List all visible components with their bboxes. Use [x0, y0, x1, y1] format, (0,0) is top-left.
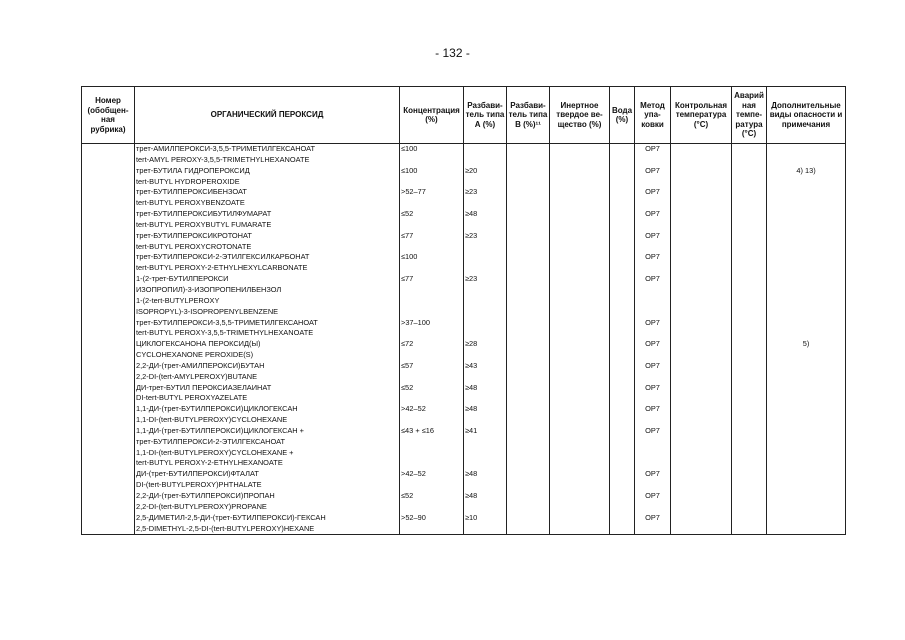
method-cell: OP7 [635, 187, 671, 209]
emergency-temp-cell [732, 469, 767, 491]
inert-solid-cell [550, 426, 610, 469]
table-row [82, 339, 846, 361]
control-temp-cell [671, 404, 732, 426]
method-cell: OP7 [635, 404, 671, 426]
diluent-a-cell: ≥23 [464, 274, 507, 317]
emergency-temp-cell [732, 209, 767, 231]
inert-solid-cell [550, 274, 610, 317]
table-row [82, 361, 846, 383]
peroxide-name-line: 2,2-DI-(tert-AMYLPEROXY)BUTANE [136, 371, 258, 381]
control-temp-cell [671, 513, 732, 535]
emergency-temp-cell [732, 513, 767, 535]
method-cell: OP7 [635, 144, 671, 166]
diluent-a-cell: ≥23 [464, 231, 507, 253]
notes-cell [767, 404, 846, 426]
notes-cell [767, 144, 846, 166]
header-number: Номер (обобщен-ная рубрика) [82, 87, 135, 144]
peroxide-name-cell [135, 144, 400, 166]
peroxide-name-cell [135, 252, 400, 274]
control-temp-cell [671, 187, 732, 209]
header-diluent-a: Разбави-тель типа А (%) [464, 87, 507, 144]
peroxide-name-line: 1-(2-tert-BUTYLPEROXY [136, 295, 220, 305]
water-cell [610, 187, 635, 209]
diluent-a-cell: ≥48 [464, 383, 507, 405]
diluent-b-cell [507, 361, 550, 383]
peroxide-name-line: 1-(2-трет-БУТИЛПЕРОКСИ [136, 274, 229, 284]
inert-solid-cell [550, 231, 610, 253]
peroxide-name-line: 1,1-DI-(tert-BUTYLPEROXY)CYCLOHEXANE + [136, 447, 294, 457]
method-cell: OP7 [635, 491, 671, 513]
peroxide-name-line: CYCLOHEXANONE PEROXIDE(S) [136, 350, 254, 360]
peroxide-name-line: DI-tert-BUTYL PEROXYAZELATE [136, 393, 248, 403]
water-cell [610, 383, 635, 405]
emergency-temp-cell [732, 339, 767, 361]
header-inert-solid: Инертное твердое ве-щество (%) [550, 87, 610, 144]
peroxide-name-line: трет-БУТИЛПЕРОКСИ-2-ЭТИЛГЕКСИЛКАРБОНАТ [136, 252, 310, 262]
control-temp-cell [671, 491, 732, 513]
number-cell [82, 252, 135, 274]
peroxide-name-line: tert-BUTYL PEROXY-2-ETHYLHEXYLCARBONATE [136, 263, 308, 273]
notes-cell [767, 252, 846, 274]
peroxide-name-cell [135, 339, 400, 361]
header-diluent-b: Разбави-тель типа В (%)¹¹ [507, 87, 550, 144]
method-cell: OP7 [635, 361, 671, 383]
number-cell [82, 383, 135, 405]
emergency-temp-cell [732, 166, 767, 188]
diluent-b-cell [507, 166, 550, 188]
inert-solid-cell [550, 491, 610, 513]
peroxide-name-cell [135, 426, 400, 469]
table-row [82, 513, 846, 535]
concentration-cell: ≤100 [400, 252, 464, 274]
diluent-a-cell: ≥10 [464, 513, 507, 535]
organic-peroxide-table [81, 86, 846, 535]
water-cell [610, 426, 635, 469]
emergency-temp-cell [732, 318, 767, 340]
notes-cell [767, 361, 846, 383]
inert-solid-cell [550, 469, 610, 491]
method-cell: OP7 [635, 339, 671, 361]
control-temp-cell [671, 469, 732, 491]
control-temp-cell [671, 426, 732, 469]
water-cell [610, 318, 635, 340]
table-row [82, 469, 846, 491]
peroxide-name-line: tert-BUTYL PEROXYBENZOATE [136, 198, 245, 208]
concentration-cell: ≤77 [400, 274, 464, 317]
diluent-b-cell [507, 231, 550, 253]
emergency-temp-cell [732, 491, 767, 513]
table-row [82, 166, 846, 188]
header-concentration: Концентрация (%) [400, 87, 464, 144]
peroxide-name-line: ДИ-трет-БУТИЛ ПЕРОКСИАЗЕЛАИНАТ [136, 382, 272, 392]
number-cell [82, 187, 135, 209]
number-cell [82, 513, 135, 535]
concentration-cell: ≤43 + ≤16 [400, 426, 464, 469]
concentration-cell: >37–100 [400, 318, 464, 340]
notes-cell [767, 513, 846, 535]
concentration-cell: ≤100 [400, 166, 464, 188]
peroxide-name-cell [135, 166, 400, 188]
peroxide-name-line: tert-BUTYL HYDROPEROXIDE [136, 176, 240, 186]
peroxide-name-cell [135, 231, 400, 253]
peroxide-name-line: трет-БУТИЛПЕРОКСИ-3,5,5-ТРИМЕТИЛГЕКСАНОАТ [136, 317, 318, 327]
peroxide-name-cell [135, 513, 400, 535]
number-cell [82, 144, 135, 166]
table-row [82, 318, 846, 340]
peroxide-name-line: tert-BUTYL PEROXYBUTYL FUMARATE [136, 219, 272, 229]
peroxide-name-line: tert-BUTYL PEROXY-3,5,5-TRIMETHYLHEXANOATE [136, 328, 314, 338]
header-notes: Дополнительные виды опасности и примечания [767, 87, 846, 144]
peroxide-name-cell [135, 491, 400, 513]
peroxide-name-line: ЦИКЛОГЕКСАНОНА ПЕРОКСИД(Ы) [136, 339, 261, 349]
diluent-b-cell [507, 144, 550, 166]
table-row [82, 144, 846, 166]
number-cell [82, 231, 135, 253]
method-cell: OP7 [635, 166, 671, 188]
control-temp-cell [671, 339, 732, 361]
emergency-temp-cell [732, 383, 767, 405]
peroxide-name-line: трет-БУТИЛПЕРОКСИ-2-ЭТИЛГЕКСАНОАТ [136, 436, 285, 446]
peroxide-name-cell [135, 274, 400, 317]
control-temp-cell [671, 318, 732, 340]
diluent-a-cell: ≥41 [464, 426, 507, 469]
water-cell [610, 361, 635, 383]
peroxide-name-line: ИЗОПРОПИЛ)-3-ИЗОПРОПЕНИЛБЕНЗОЛ [136, 284, 282, 294]
inert-solid-cell [550, 404, 610, 426]
peroxide-name-cell [135, 361, 400, 383]
peroxide-name-line: трет-БУТИЛПЕРОКСИБЕНЗОАТ [136, 187, 247, 197]
table-row [82, 404, 846, 426]
concentration-cell: >42–52 [400, 469, 464, 491]
diluent-b-cell [507, 491, 550, 513]
diluent-b-cell [507, 339, 550, 361]
method-cell: OP7 [635, 231, 671, 253]
water-cell [610, 469, 635, 491]
emergency-temp-cell [732, 231, 767, 253]
water-cell [610, 166, 635, 188]
table-row [82, 209, 846, 231]
concentration-cell: >52–90 [400, 513, 464, 535]
emergency-temp-cell [732, 187, 767, 209]
table-row [82, 426, 846, 469]
notes-cell [767, 318, 846, 340]
table-row [82, 274, 846, 317]
notes-cell [767, 491, 846, 513]
method-cell: OP7 [635, 426, 671, 469]
peroxide-name-line: tert-AMYL PEROXY-3,5,5-TRIMETHYLHEXANOATE [136, 154, 310, 164]
table-row [82, 383, 846, 405]
emergency-temp-cell [732, 274, 767, 317]
control-temp-cell [671, 274, 732, 317]
peroxide-name-line: 2,5-DIMETHYL-2,5-DI-(tert-BUTYLPEROXY)HEXANE [136, 523, 315, 533]
control-temp-cell [671, 209, 732, 231]
diluent-a-cell: ≥48 [464, 491, 507, 513]
diluent-a-cell: ≥20 [464, 166, 507, 188]
peroxide-name-line: 1,1-ДИ-(трет-БУТИЛПЕРОКСИ)ЦИКЛОГЕКСАН + [136, 425, 304, 435]
number-cell [82, 469, 135, 491]
inert-solid-cell [550, 318, 610, 340]
table-row [82, 491, 846, 513]
peroxide-name-line: 2,2-ДИ-(трет-АМИЛПЕРОКСИ)БУТАН [136, 360, 265, 370]
water-cell [610, 339, 635, 361]
inert-solid-cell [550, 383, 610, 405]
table-row [82, 252, 846, 274]
control-temp-cell [671, 144, 732, 166]
control-temp-cell [671, 383, 732, 405]
water-cell [610, 144, 635, 166]
method-cell: OP7 [635, 318, 671, 340]
control-temp-cell [671, 231, 732, 253]
peroxide-name-line: 1,1-DI-(tert-BUTYLPEROXY)CYCLOHEXANE [136, 415, 288, 425]
diluent-a-cell: ≥48 [464, 209, 507, 231]
inert-solid-cell [550, 166, 610, 188]
water-cell [610, 252, 635, 274]
peroxide-name-line: трет-БУТИЛПЕРОКСИКРОТОНАТ [136, 230, 252, 240]
notes-cell: 5) [767, 339, 846, 361]
method-cell: OP7 [635, 383, 671, 405]
method-cell: OP7 [635, 513, 671, 535]
notes-cell [767, 187, 846, 209]
inert-solid-cell [550, 252, 610, 274]
notes-cell [767, 209, 846, 231]
diluent-b-cell [507, 404, 550, 426]
diluent-b-cell [507, 318, 550, 340]
peroxide-name-line: 1,1-ДИ-(трет-БУТИЛПЕРОКСИ)ЦИКЛОГЕКСАН [136, 404, 298, 414]
peroxide-name-line: трет-БУТИЛА ГИДРОПЕРОКСИД [136, 165, 250, 175]
inert-solid-cell [550, 513, 610, 535]
notes-cell [767, 383, 846, 405]
control-temp-cell [671, 166, 732, 188]
concentration-cell: ≤52 [400, 209, 464, 231]
method-cell: OP7 [635, 274, 671, 317]
page-number: - 132 - [435, 46, 470, 60]
inert-solid-cell [550, 144, 610, 166]
peroxide-name-cell [135, 209, 400, 231]
peroxide-name-cell [135, 383, 400, 405]
method-cell: OP7 [635, 209, 671, 231]
header-peroxide: ОРГАНИЧЕСКИЙ ПЕРОКСИД [135, 87, 400, 144]
diluent-b-cell [507, 274, 550, 317]
header-control-temp: Контрольная температура (°C) [671, 87, 732, 144]
diluent-b-cell [507, 252, 550, 274]
water-cell [610, 513, 635, 535]
concentration-cell: ≤57 [400, 361, 464, 383]
header-emergency-temp: Аварий ная темпе-ратура (°C) [732, 87, 767, 144]
water-cell [610, 231, 635, 253]
diluent-b-cell [507, 187, 550, 209]
peroxide-name-cell [135, 469, 400, 491]
number-cell [82, 209, 135, 231]
peroxide-name-line: 2,5-ДИМЕТИЛ-2,5-ДИ-(трет-БУТИЛПЕРОКСИ)-ГЕКСАН [136, 512, 326, 522]
concentration-cell: ≤77 [400, 231, 464, 253]
diluent-a-cell [464, 318, 507, 340]
concentration-cell: ≤72 [400, 339, 464, 361]
peroxide-name-cell [135, 404, 400, 426]
number-cell [82, 339, 135, 361]
peroxide-name-line: 2,2-DI-(tert-BUTYLPEROXY)PROPANE [136, 501, 267, 511]
emergency-temp-cell [732, 144, 767, 166]
water-cell [610, 491, 635, 513]
concentration-cell: ≤52 [400, 491, 464, 513]
number-cell [82, 491, 135, 513]
peroxide-name-line: tert-BUTYL PEROXY-2-ETHYLHEXANOATE [136, 458, 283, 468]
control-temp-cell [671, 252, 732, 274]
emergency-temp-cell [732, 404, 767, 426]
table-row [82, 231, 846, 253]
diluent-b-cell [507, 426, 550, 469]
method-cell: OP7 [635, 469, 671, 491]
inert-solid-cell [550, 361, 610, 383]
peroxide-name-line: tert-BUTYL PEROXYCROTONATE [136, 241, 252, 251]
inert-solid-cell [550, 209, 610, 231]
number-cell [82, 361, 135, 383]
water-cell [610, 274, 635, 317]
diluent-b-cell [507, 513, 550, 535]
diluent-a-cell: ≥43 [464, 361, 507, 383]
table-row [82, 187, 846, 209]
peroxide-name-line: DI-(tert-BUTYLPEROXY)PHTHALATE [136, 480, 262, 490]
peroxide-name-line: трет-АМИЛПЕРОКСИ-3,5,5-ТРИМЕТИЛГЕКСАНОАТ [136, 144, 316, 153]
diluent-b-cell [507, 469, 550, 491]
water-cell [610, 404, 635, 426]
header-method: Метод упа-ковки [635, 87, 671, 144]
number-cell [82, 426, 135, 469]
number-cell [82, 274, 135, 317]
inert-solid-cell [550, 339, 610, 361]
method-cell: OP7 [635, 252, 671, 274]
peroxide-name-line: ДИ-(трет-БУТИЛПЕРОКСИ)ФТАЛАТ [136, 469, 259, 479]
number-cell [82, 404, 135, 426]
notes-cell [767, 469, 846, 491]
header-water: Вода (%) [610, 87, 635, 144]
emergency-temp-cell [732, 426, 767, 469]
concentration-cell: ≤52 [400, 383, 464, 405]
notes-cell [767, 231, 846, 253]
peroxide-name-cell [135, 187, 400, 209]
peroxide-name-line: 2,2-ДИ-(трет-БУТИЛПЕРОКСИ)ПРОПАН [136, 491, 275, 501]
diluent-a-cell [464, 252, 507, 274]
diluent-b-cell [507, 209, 550, 231]
diluent-a-cell: ≥28 [464, 339, 507, 361]
notes-cell [767, 426, 846, 469]
diluent-a-cell: ≥23 [464, 187, 507, 209]
table-body [82, 144, 846, 535]
inert-solid-cell [550, 187, 610, 209]
diluent-b-cell [507, 383, 550, 405]
diluent-a-cell: ≥48 [464, 404, 507, 426]
peroxide-name-line: ISOPROPYL)-3-ISOPROPENYLBENZENE [136, 306, 279, 316]
diluent-a-cell [464, 144, 507, 166]
concentration-cell: >52–77 [400, 187, 464, 209]
notes-cell: 4) 13) [767, 166, 846, 188]
number-cell [82, 318, 135, 340]
control-temp-cell [671, 361, 732, 383]
peroxide-name-cell [135, 318, 400, 340]
emergency-temp-cell [732, 361, 767, 383]
concentration-cell: >42–52 [400, 404, 464, 426]
diluent-a-cell: ≥48 [464, 469, 507, 491]
table-header-row [82, 87, 846, 144]
emergency-temp-cell [732, 252, 767, 274]
concentration-cell: ≤100 [400, 144, 464, 166]
peroxide-name-line: трет-БУТИЛПЕРОКСИБУТИЛФУМАРАТ [136, 209, 272, 219]
notes-cell [767, 274, 846, 317]
water-cell [610, 209, 635, 231]
number-cell [82, 166, 135, 188]
